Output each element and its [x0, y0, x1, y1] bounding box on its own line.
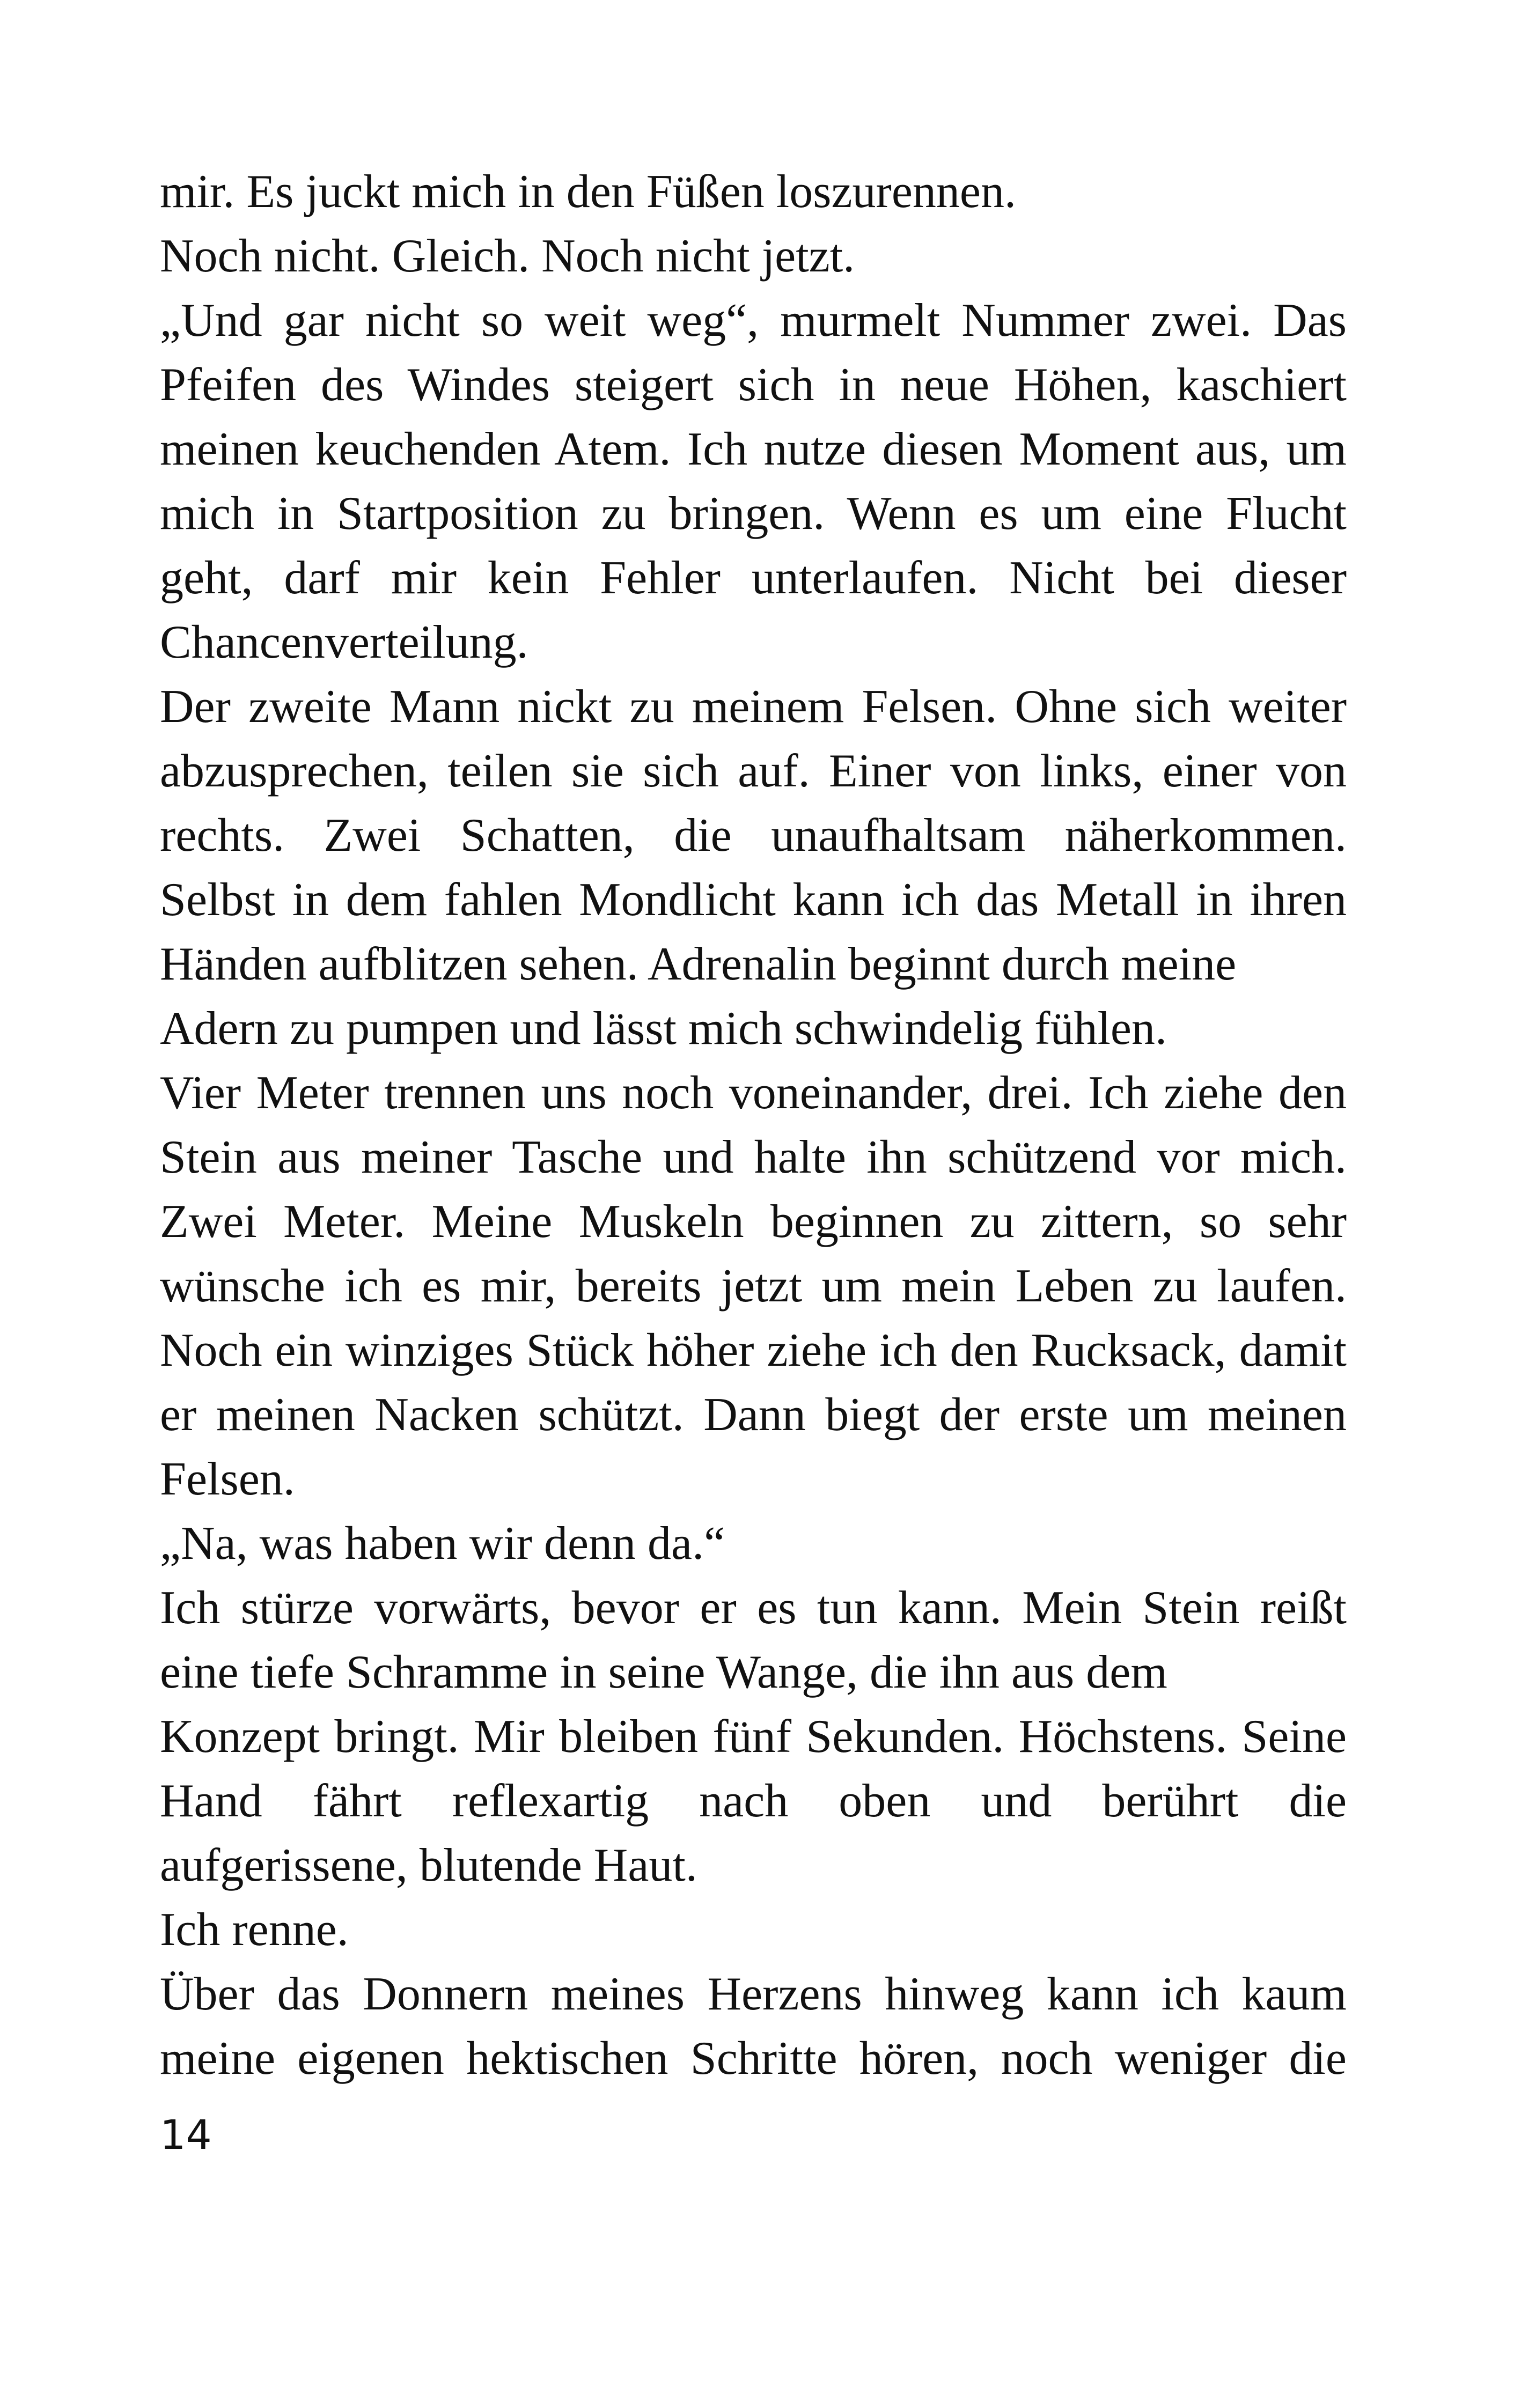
text-line: Ich stürze vorwärts, bevor er es tun kann. Mein Stein reißt: [160, 1582, 1347, 1634]
text-line: Ich renne.: [160, 1904, 349, 1956]
text-line: „Na, was haben wir denn da.“: [160, 1518, 725, 1570]
text-line: Felsen.: [160, 1453, 295, 1505]
text-line: Noch ein winziges Stück höher ziehe ich den Rucksack, damit: [160, 1324, 1347, 1376]
text-line: Über das Donnern meines Herzens hinweg kann ich kaum: [160, 1968, 1347, 2020]
text-line: „Und gar nicht so weit weg“, murmelt Nummer zwei. Das: [160, 294, 1347, 347]
text-line: Der zweite Mann nickt zu meinem Felsen. Ohne sich weiter: [160, 681, 1347, 733]
text-line: Hand fährt reflexartig nach oben und berührt die: [160, 1775, 1347, 1827]
text-line: mir. Es juckt mich in den Füßen loszurennen.: [160, 166, 1016, 218]
text-line: meine eigenen hektischen Schritte hören, noch weniger die: [160, 2033, 1347, 2085]
text-line: abzusprechen, teilen sie sich auf. Einer von links, einer von: [160, 745, 1347, 797]
text-line: wünsche ich es mir, bereits jetzt um mein Leben zu laufen.: [160, 1260, 1347, 1312]
text-line: Selbst in dem fahlen Mondlicht kann ich das Metall in ihren: [160, 874, 1347, 926]
text-line: Händen aufblitzen sehen. Adrenalin beginnt durch meine: [160, 938, 1237, 990]
text-line: Zwei Meter. Meine Muskeln beginnen zu zittern, so sehr: [160, 1196, 1347, 1248]
text-line: Noch nicht. Gleich. Noch nicht jetzt.: [160, 230, 855, 282]
text-line: Konzept bringt. Mir bleiben fünf Sekunden. Höchstens. Seine: [160, 1711, 1347, 1763]
text-line: Vier Meter trennen uns noch voneinander, drei. Ich ziehe den: [160, 1067, 1347, 1119]
text-line: er meinen Nacken schützt. Dann biegt der erste um meinen: [160, 1389, 1347, 1441]
text-line: Stein aus meiner Tasche und halte ihn schützend vor mich.: [160, 1131, 1347, 1183]
text-line: meinen keuchenden Atem. Ich nutze diesen Moment aus, um: [160, 423, 1347, 475]
text-line: geht, darf mir kein Fehler unterlaufen. Nicht bei dieser: [160, 552, 1347, 604]
text-line: eine tiefe Schramme in seine Wange, die ihn aus dem: [160, 1646, 1167, 1698]
text-line: rechts. Zwei Schatten, die unaufhaltsam näherkommen.: [160, 809, 1347, 861]
text-line: aufgerissene, blutende Haut.: [160, 1839, 697, 1891]
text-line: Chancenverteilung.: [160, 616, 528, 668]
body-text: [160, 160, 1347, 2091]
text-line: Pfeifen des Windes steigert sich in neue Höhen, kaschiert: [160, 359, 1347, 411]
text-line: mich in Startposition zu bringen. Wenn es um eine Flucht: [160, 488, 1347, 540]
page-number: 14: [160, 2111, 212, 2159]
text-line: Adern zu pumpen und lässt mich schwindelig fühlen.: [160, 1003, 1167, 1055]
